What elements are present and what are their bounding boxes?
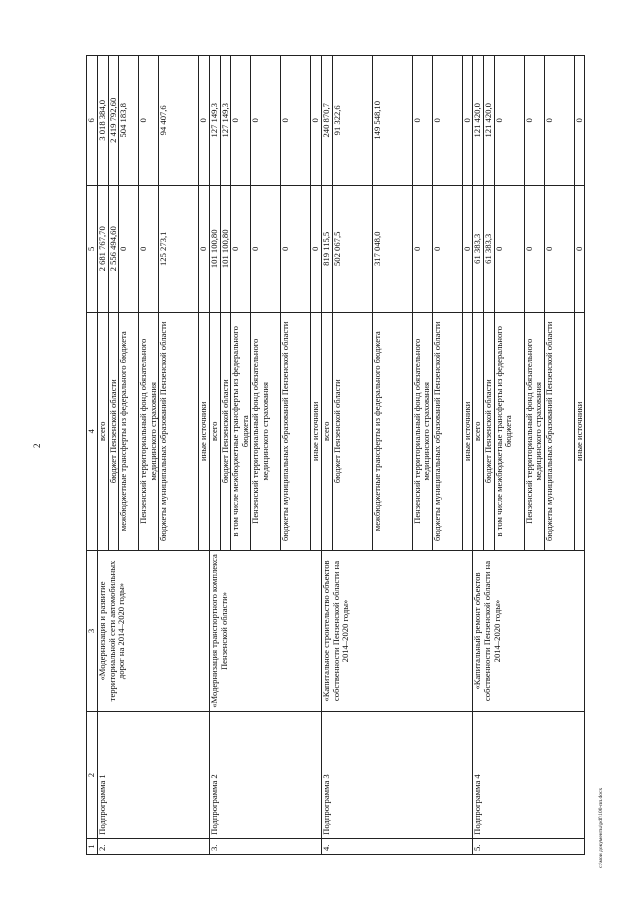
header-cell-6: 6 — [87, 56, 98, 186]
amount-col6: 2 419 792,60 — [108, 56, 119, 186]
amount-col5: 0 — [311, 185, 322, 312]
funding-source: бюджет Пензенской области — [483, 313, 494, 551]
header-cell-3: 3 — [87, 550, 98, 712]
amount-col5: 0 — [251, 185, 281, 312]
amount-col5: 0 — [139, 185, 159, 312]
header-row — [87, 56, 98, 855]
amount-col6: 504 183,8 — [119, 56, 139, 186]
funding-source: бюджеты муниципальных образований Пензенской области — [432, 313, 462, 551]
funding-source: Пензенский территориальный фонд обязательного медицинского страхования — [139, 313, 159, 551]
subprogram-name: «Капитальное строительство объектов собственности Пензенской области на 2014–2020 годы» — [321, 550, 472, 712]
amount-col5: 0 — [412, 185, 432, 312]
amount-col6: 121 420,0 — [473, 56, 484, 186]
amount-col5: 0 — [231, 185, 251, 312]
amount-col5: 0 — [199, 185, 210, 312]
funding-source: иные источники — [574, 313, 585, 551]
amount-col5: 61 383,3 — [483, 185, 494, 312]
amount-col6: 0 — [311, 56, 322, 186]
funding-source: иные источники — [199, 313, 210, 551]
subprogram-label: Подпрограмма 3 — [321, 712, 472, 838]
funding-source: Пензенский территориальный фонд обязательного медицинского страхования — [412, 313, 432, 551]
funding-source: бюджет Пензенской области — [108, 313, 119, 551]
amount-col6: 127 149,3 — [209, 56, 220, 186]
amount-col6: 3 018 384,0 — [98, 56, 109, 186]
amount-col5: 0 — [544, 185, 574, 312]
row-number: 3. — [209, 838, 321, 854]
funding-source: в том числе межбюджетные трансферты из федерального бюджета — [231, 313, 251, 551]
table-row — [321, 56, 332, 855]
funding-source: Пензенский территориальный фонд обязательного медицинского страхования — [524, 313, 544, 551]
amount-col6: 240 870,7 — [321, 56, 332, 186]
header-cell-2: 2 — [87, 712, 98, 838]
amount-col6: 0 — [494, 56, 524, 186]
amount-col6: 0 — [231, 56, 251, 186]
funding-source: бюджеты муниципальных образований Пензенской области — [281, 313, 311, 551]
header-cell-1: 1 — [87, 838, 98, 854]
table-row — [98, 56, 109, 855]
subprogram-name: «Модернизация транспортного комплекса Пензенской области» — [209, 550, 321, 712]
amount-col5: 0 — [524, 185, 544, 312]
amount-col6: 0 — [199, 56, 210, 186]
amount-col6: 121 420,0 — [483, 56, 494, 186]
amount-col6: 0 — [544, 56, 574, 186]
funding-source: в том числе межбюджетные трансферты из федерального бюджета — [494, 313, 524, 551]
amount-col6: 0 — [432, 56, 462, 186]
amount-col6: 0 — [251, 56, 281, 186]
file-path-footer: c:\мои документы\pdf\100-пп.docx — [598, 787, 604, 868]
header-cell-4: 4 — [87, 313, 98, 551]
funding-source: иные источники — [462, 313, 473, 551]
funding-source: всего — [209, 313, 220, 551]
amount-col5: 819 115,5 — [321, 185, 332, 312]
amount-col5: 101 100,80 — [209, 185, 220, 312]
subprogram-label: Подпрограмма 1 — [98, 712, 210, 838]
row-number: 5. — [473, 838, 585, 854]
funding-source: межбюджетные трансферты из федерального бюджета — [119, 313, 139, 551]
funding-source: Пензенский территориальный фонд обязательного медицинского страхования — [251, 313, 281, 551]
page-number: 2 — [32, 443, 42, 448]
funding-source: бюджеты муниципальных образований Пензенской области — [159, 313, 199, 551]
amount-col6: 127 149,3 — [220, 56, 231, 186]
subprogram-name: «Капитальный ремонт объектов собственности Пензенской области на 2014–2020 годы» — [473, 550, 585, 712]
amount-col5: 2 681 767,70 — [98, 185, 109, 312]
rotated-table-container — [86, 55, 606, 855]
amount-col5: 317 048,0 — [372, 185, 412, 312]
funding-source: бюджеты муниципальных образований Пензенской области — [544, 313, 574, 551]
amount-col5: 0 — [494, 185, 524, 312]
amount-col6: 0 — [524, 56, 544, 186]
amount-col5: 0 — [574, 185, 585, 312]
subprogram-name: «Модернизация и развитие территориальной сети автомобильных дорог на 2014–2020 годы» — [98, 550, 210, 712]
header-cell-5: 5 — [87, 185, 98, 312]
funding-source: иные источники — [311, 313, 322, 551]
amount-col5: 502 067,5 — [332, 185, 372, 312]
amount-col6: 0 — [281, 56, 311, 186]
funding-table — [86, 55, 585, 855]
amount-col6: 94 407,6 — [159, 56, 199, 186]
funding-source: всего — [473, 313, 484, 551]
amount-col5: 0 — [432, 185, 462, 312]
amount-col6: 149 548,10 — [372, 56, 412, 186]
amount-col6: 91 322,6 — [332, 56, 372, 186]
amount-col5: 125 273,1 — [159, 185, 199, 312]
funding-source: всего — [98, 313, 109, 551]
amount-col6: 0 — [139, 56, 159, 186]
subprogram-label: Подпрограмма 2 — [209, 712, 321, 838]
amount-col5: 0 — [281, 185, 311, 312]
amount-col5: 0 — [119, 185, 139, 312]
funding-source: всего — [321, 313, 332, 551]
amount-col6: 0 — [574, 56, 585, 186]
amount-col5: 2 556 494,60 — [108, 185, 119, 312]
amount-col5: 0 — [462, 185, 473, 312]
funding-source: межбюджетные трансферты из федерального бюджета — [372, 313, 412, 551]
subprogram-label: Подпрограмма 4 — [473, 712, 585, 838]
table-row — [473, 56, 484, 855]
row-number: 4. — [321, 838, 472, 854]
funding-source: бюджет Пензенской области — [220, 313, 231, 551]
funding-source: бюджет Пензенской области — [332, 313, 372, 551]
amount-col6: 0 — [462, 56, 473, 186]
table-row — [209, 56, 220, 855]
amount-col5: 101 100,80 — [220, 185, 231, 312]
row-number: 2. — [98, 838, 210, 854]
amount-col5: 61 383,3 — [473, 185, 484, 312]
amount-col6: 0 — [412, 56, 432, 186]
